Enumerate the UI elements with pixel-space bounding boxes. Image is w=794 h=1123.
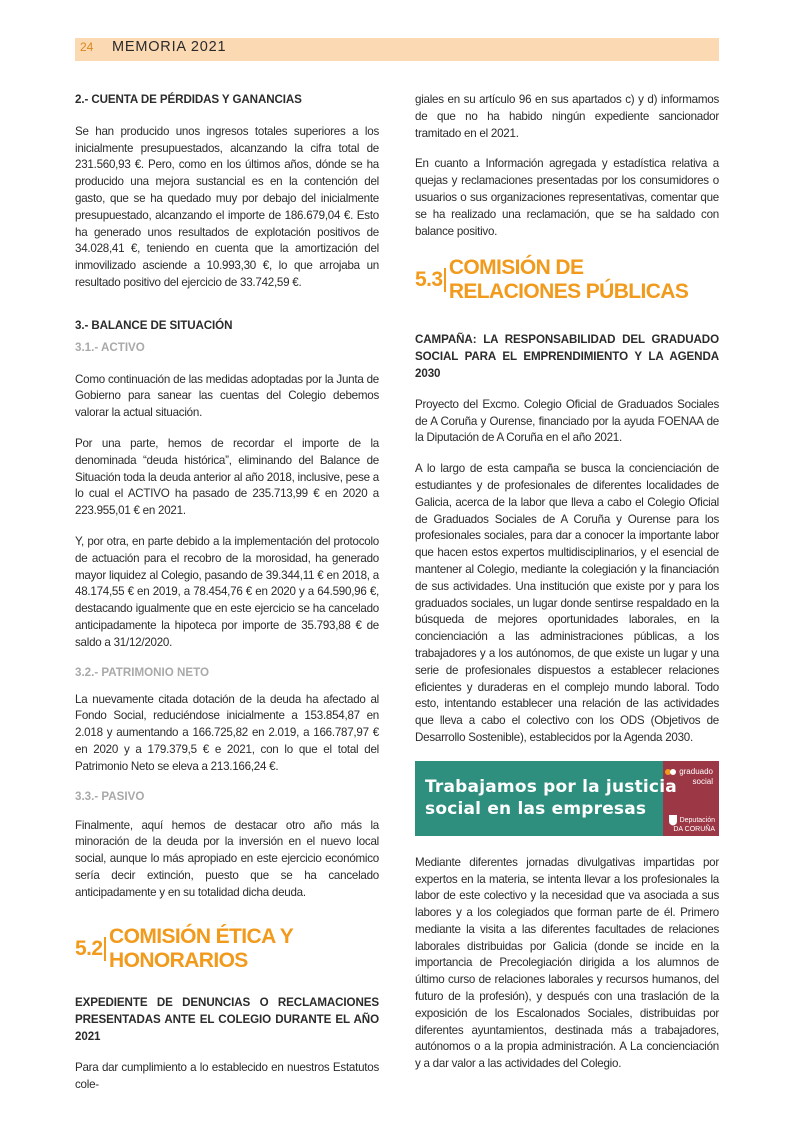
- section-title: COMISIÓN DE RELACIONES PÚBLICAS: [448, 256, 689, 304]
- heading-balance: 3.- BALANCE DE SITUACIÓN: [75, 318, 233, 332]
- heading-divider: [444, 268, 445, 292]
- left-column: [75, 92, 379, 1107]
- heading-patrimonio: 3.2.- PATRIMONIO NETO: [75, 665, 209, 679]
- heading-campana: CAMPAÑA: LA RESPONSABILIDAD DEL GRADUADO SOCIAL PARA EL EMPRENDIMIENTO Y LA AGENDA 2030: [415, 333, 719, 380]
- paragraph-activo-2: Por una parte, hemos de recordar el importe de la denominada “deuda histórica”, eliminando del Balance de Situación toda la deuda anterior al año 2018, inclusive, pese a lo cual el ACTIVO ha pasado de 235.713,99 € en 2020 a 223.955,01 € en 2021.: [75, 436, 379, 518]
- banner-text: [425, 776, 677, 820]
- paragraph-activo-3: Y, por otra, en parte debido a la implementación del protocolo de actuación para el recobro de la morosidad, ha generado mayor liquidez al Colegio, pasando de 39.344,11 € en 2018, a 48.174,55 € en 2019, a 78.454,76 € en 2020 y a 64.590,96 €, destacando igualmente que en este ejercicio se ha cancelado anticipadamente la hipoteca por importe de 35.793,88 € de saldo a 31/12/2020.: [75, 534, 379, 649]
- paragraph-jornadas: Mediante diferentes jornadas divulgativas impartidas por expertos en la materia, se intenta llevar a los profesionales la labor de este colectivo y la necesidad que va asociada a sus labores y a los colegiados que forman parte de él. Primero mediante la visita a las diferentes facultades de relaciones laborales distribuidas por Galicia (donde se incide en la importancia de Precolegiación dirigida a los alumnos de último curso de relaciones laborales y recursos humanos, del futuro de la profesión), y después con una traslación de la exposición de los Escalonados Sociales, distribuidas por diferentes ayuntamientos, destinada más a trabajadores, autónomos o a la propia administración. A La concienciación y a dar valor a las actividades del Colegio.: [415, 855, 719, 1071]
- running-title: MEMORIA 2021: [112, 39, 227, 55]
- paragraph-estatutos: giales en su artículo 96 en sus apartados c) y d) informamos de que no ha habido ningún expediente sancionador tramitado en el 2021.: [415, 93, 719, 140]
- paragraph-quejas: En cuanto a Información agregada y estadística relativa a quejas y reclamaciones presentadas por los consumidores o usuarios o sus organizaciones representativas, comentar que se ha realizado una reclamación, que se ha saldado con balance positivo.: [415, 157, 719, 238]
- section-heading-5-2: [75, 925, 379, 973]
- paragraph-perdidas: Se han producido unos ingresos totales superiores a los inicialmente presupuestados, alcanzando la cifra total de 231.560,93 €. Pero, como en los últimos años, dónde se ha producido una mejora sustancial es en la contención del gasto, que se ha quedado muy por debajo del inicialmente presupuestado, alcanzando el importe de 186.679,04 €. Esto ha generado unos resultados de explotación positivos de 34.028,41 €, teniendo en cuenta que la amortización del inmovilizado asciende a 10.993,30 €, lo que arrojaba un resultado positivo del ejercicio de 33.742,59 €.: [75, 124, 379, 289]
- section-number: 5.3: [415, 268, 443, 292]
- logo-mark-icon: [665, 767, 677, 777]
- paragraph-expediente: Para dar cumplimiento a lo establecido en nuestros Estatutos cole-: [75, 1060, 379, 1091]
- logo-top-text: graduado social: [679, 766, 713, 786]
- paragraph-pasivo: Finalmente, aquí hemos de destacar otro año más la minoración de la deuda por la inversión en el nuevo local social, aunque lo más apropiado en este ejercicio económico sería decir extinción, puesto que se ha cancelado anticipadamente y en su totalidad dicha deuda.: [75, 818, 379, 899]
- section-number: 5.2: [75, 937, 103, 961]
- heading-activo: 3.1.- ACTIVO: [75, 340, 145, 354]
- banner-line-1: Trabajamos por la justicia: [425, 776, 677, 797]
- page-number: 24: [80, 40, 94, 54]
- section-title: COMISIÓN ÉTICA Y HONORARIOS: [109, 925, 293, 973]
- graduado-social-logo: [661, 767, 713, 785]
- banner-line-2: social en las empresas: [425, 798, 647, 819]
- heading-divider: [104, 937, 106, 961]
- paragraph-campana: A lo largo de esta campaña se busca la concienciación de estudiantes y de profesionales de diferentes localidades de Galicia, acerca de la labor que lleva a cabo el Colegio Oficial de Graduados Sociales de A Coruña y Ourense para los profesionales sociales, para dar a conocer la importante labor que hacen estos expertos multidisciplinarios, y el esencial de mantener al Colegio, mediante la colegiación y la financiación de sus actividades. Una institución que existe por y para los graduados sociales, un lugar donde sentirse respaldado en la búsqueda de mejores oportunidades laborales, en la concienciación a las administraciones públicas, a los trabajadores y a los autónomos, de que existe un lugar y una serie de profesionales dispuestos a establecer relaciones eficientes y duraderas en el complejo mundo laboral. Todo esto, intentando establecer una relación de las actividades que lleva a cabo el colectivo con los ODS (Objetivos de Desarrollo Sostenible), establecidos por la Agenda 2030.: [415, 462, 719, 744]
- deputacion-logo: [661, 814, 715, 833]
- heading-expediente: EXPEDIENTE DE DENUNCIAS O RECLAMACIONES PRESENTADAS ANTE EL COLEGIO DURANTE EL AÑO 2021: [75, 996, 379, 1044]
- section-heading-5-3: [415, 256, 719, 304]
- paragraph-patrimonio: La nuevamente citada dotación de la deuda ha afectado al Fondo Social, reduciéndose inicialmente a 153.854,87 en 2.018 y aumentando a 166.725,82 en 2.019, a 166.787,97 € en 2020 y a 179.379,5 € e 2021, con lo que el total del Patrimonio Neto se eleva a 213.166,24 €.: [75, 692, 379, 773]
- campaign-banner: [415, 761, 719, 836]
- logo-bottom-text: Deputación DA CORUÑA: [673, 816, 715, 833]
- heading-pasivo: 3.3.- PASIVO: [75, 789, 145, 803]
- paragraph-activo-1: Como continuación de las medidas adoptadas por la Junta de Gobierno para sanear las cuentas del Colegio debemos valorar la actual situación.: [75, 372, 379, 420]
- right-column: [415, 92, 719, 1087]
- crest-icon: [668, 814, 678, 826]
- heading-perdidas-ganancias: 2.- CUENTA DE PÉRDIDAS Y GANANCIAS: [75, 93, 302, 106]
- paragraph-proyecto: Proyecto del Excmo. Colegio Oficial de Graduados Sociales de A Coruña y Ourense, financiado por la ayuda FOENAA de la Diputación de A Coruña en el año 2021.: [415, 397, 719, 445]
